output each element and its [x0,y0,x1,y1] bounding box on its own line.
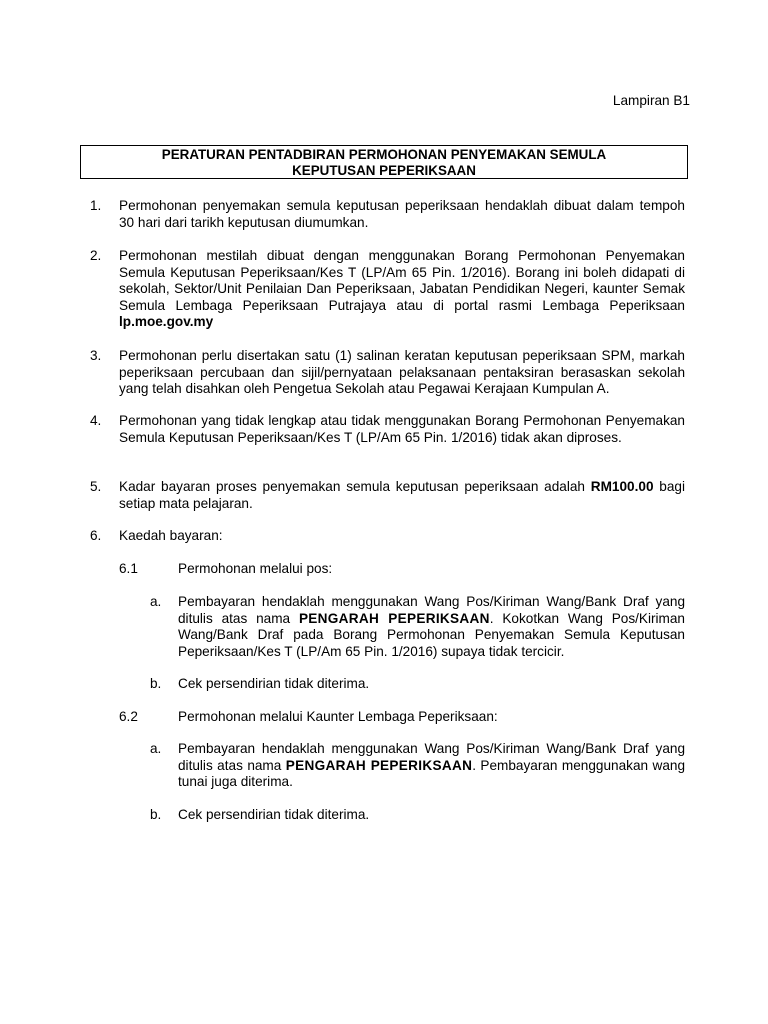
item-text: Permohonan penyemakan semula keputusan peperiksaan hendaklah dibuat dalam tempoh 30 hari dari tarikh keputusan diumumkan. [119,198,685,230]
sub-point-letter: b. [150,807,162,822]
title-line-2: KEPUTUSAN PEPERIKSAAN [292,163,476,178]
item-number: 5. [90,479,102,494]
sub-point-text-after: . Kokotkan Wang Pos/Kiriman Wang/Bank Draf pada Borang Permohonan Penyemakan Semula Keputusan Peperiksaan/Kes T (LP/Am 65 Pin. 1/2016) supaya tidak tercicir. [178,610,685,659]
sub-item-number: 6.1 [119,561,138,576]
item-text-before: Kadar bayaran proses penyemakan semula keputusan peperiksaan adalah [119,479,591,494]
sub-point-text-after: . Pembayaran menggunakan wang tunai juga diterima. [178,757,685,789]
fee-amount: RM100.00 [590,479,654,494]
item-text-body: Permohonan mestilah dibuat dengan menggunakan Borang Permohonan Penyemakan Semula Keputusan Peperiksaan/Kes T (LP/Am 65 Pin. 1/2016). Borang ini boleh didapati di sekolah, Sektor/Unit Penilaian Dan Peperiksaan, Jabatan Pendidikan Negeri, kaunter Semak Semula Lembaga Peperiksaan Putrajaya atau di portal rasmi Lembaga Peperiksaan [119,248,685,313]
item-text: Kaedah bayaran: [119,528,223,543]
sub-point-letter: a. [150,594,162,609]
item-number: 6. [90,528,102,543]
document-title [80,145,688,179]
item-text [119,248,685,331]
sub-point-text: Cek persendirian tidak diterima. [178,676,370,691]
sub-item-number: 6.2 [119,709,138,724]
sub-point-text-before: Pembayaran hendaklah menggunakan Wang Pos/Kiriman Wang/Bank Draf yang ditulis atas nama [178,741,685,773]
sub-point-letter: a. [150,741,162,756]
item-text-after: bagi setiap mata pelajaran. [119,479,685,511]
payee-name: PENGARAH PEPERIKSAAN [298,610,490,626]
attachment-label: Lampiran B1 [612,93,690,108]
item-number: 3. [90,348,102,363]
item-number: 1. [90,198,102,213]
sub-point-text: Cek persendirian tidak diterima. [178,807,370,822]
item-text: Permohonan perlu disertakan satu (1) salinan keratan keputusan peperiksaan SPM, markah peperiksaan percubaan dan sijil/pernyataan pelaksanaan pentaksiran berasaskan sekolah yang telah disahkan oleh Pengetua Sekolah atau Pegawai Kerajaan Kumpulan A. [119,348,685,396]
portal-link-text: lp.moe.gov.my [119,314,214,329]
sub-point-text [178,594,685,660]
sub-point-text [178,741,685,791]
item-number: 2. [90,248,102,263]
sub-item-text: Permohonan melalui pos: [178,561,333,576]
title-line-1: PERATURAN PENTADBIRAN PERMOHONAN PENYEMAKAN SEMULA [161,147,607,162]
item-text: Permohonan yang tidak lengkap atau tidak menggunakan Borang Permohonan Penyemakan Semula Keputusan Peperiksaan/Kes T (LP/Am 65 Pin. 1/2016) tidak akan diproses. [119,413,685,445]
sub-point-letter: b. [150,676,162,691]
item-number: 4. [90,413,102,428]
sub-item-text: Permohonan melalui Kaunter Lembaga Peperiksaan: [178,709,498,724]
payee-name: PENGARAH PEPERIKSAAN [285,757,473,773]
item-text [119,479,685,512]
sub-point-text-before: Pembayaran hendaklah menggunakan Wang Pos/Kiriman Wang/Bank Draf yang ditulis atas nama [178,594,685,626]
